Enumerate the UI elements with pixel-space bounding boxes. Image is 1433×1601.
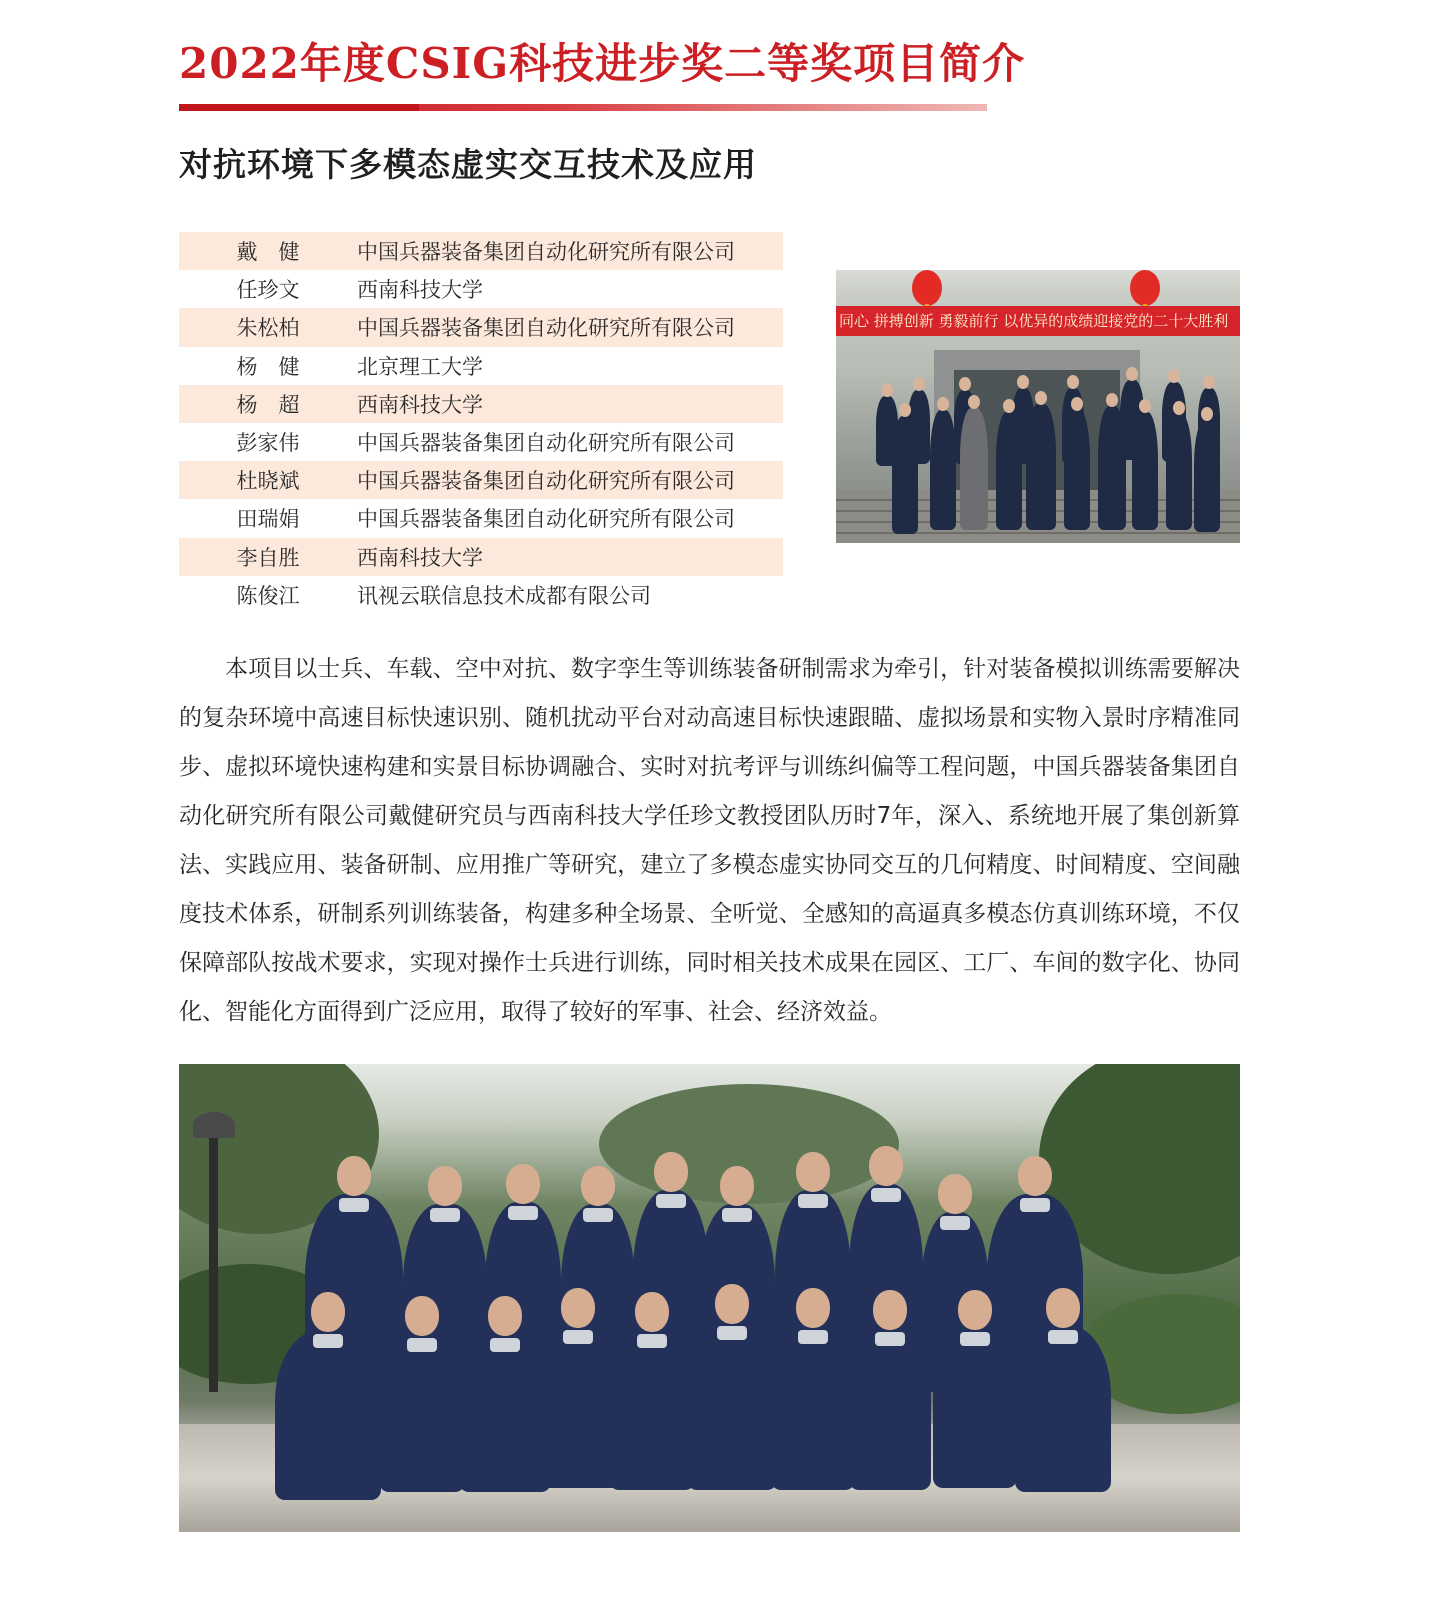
member-row [179,308,783,346]
member-row [179,423,783,461]
person-crouching [849,1328,931,1490]
member-row [179,232,783,270]
person-crouching [609,1330,695,1490]
member-org: 北京理工大学 [357,354,483,379]
member-name: 杨 超 [236,392,300,417]
member-org: 西南科技大学 [357,392,483,417]
member-row [179,347,783,385]
person-figure [930,410,956,530]
person-figure [1098,406,1126,530]
member-name: 杨 健 [236,354,300,379]
page-title: 2022年度CSIG科技进步奖二等奖项目简介 [179,39,1026,88]
project-description: 本项目以士兵、车载、空中对抗、数字孪生等训练装备研制需求为牵引，针对装备模拟训练需要解决的复杂环境中高速目标快速识别、随机扰动平台对动高速目标快速跟瞄、虚拟场景和实物入景时序精准同步、虚拟环境快速构建和实景目标协调融合、实时对抗考评与训练纠偏等工程问题，中国兵器装备集团自动化研究所有限公司戴健研究员与西南科技大学任珍文教授团队历时7年，深入、系统地开展了集创新算法、实践应用、装备研制、应用推广等研究，建立了多模态虚实协同交互的几何精度、时间精度、空间融度技术体系，研制系列训练装备，构建多种全场景、全听觉、全感知的高逼真多模态仿真训练环境，不仅保障部队按战术要求，实现对操作士兵进行训练，同时相关技术成果在园区、工厂、车间的数字化、协同化、智能化方面得到广泛应用，取得了较好的军事、社会、经济效益。 [179,656,1240,1025]
member-name: 李自胜 [236,545,300,570]
member-name: 陈俊江 [236,583,300,608]
member-name: 任珍文 [236,278,300,303]
member-org: 西南科技大学 [357,545,483,570]
team-photo-entrance [836,270,1240,543]
member-org: 中国兵器装备集团自动化研究所有限公司 [357,507,735,532]
person-figure [1026,404,1056,530]
person-crouching [1015,1326,1111,1492]
member-list [179,232,783,614]
lantern-left [912,270,942,306]
team-photo-garden [179,1064,1240,1532]
member-org: 中国兵器装备集团自动化研究所有限公司 [357,431,735,456]
member-name: 彭家伟 [236,431,300,456]
person-crouching [379,1334,465,1492]
slogan-banner: 同心 拼搏创新 勇毅前行 以优异的成绩迎接党的二十大胜利 [836,306,1240,336]
person-figure [960,408,988,530]
member-org: 中国兵器装备集团自动化研究所有限公司 [357,316,735,341]
lamp-head [193,1112,235,1138]
person-figure [1064,410,1090,530]
member-org: 中国兵器装备集团自动化研究所有限公司 [357,240,735,265]
member-row [179,385,783,423]
member-row [179,461,783,499]
member-name: 戴 健 [236,240,300,265]
member-row [179,270,783,308]
person-figure [1166,414,1192,530]
person-crouching [771,1326,855,1490]
member-row [179,499,783,537]
member-org: 西南科技大学 [357,278,483,303]
lantern-right [1130,270,1160,306]
person-crouching [275,1330,381,1500]
person-figure [1194,420,1220,532]
member-row [179,538,783,576]
project-title: 对抗环境下多模态虚实交互技术及应用 [179,145,757,184]
member-name: 田瑞娟 [236,507,300,532]
person-figure [892,416,918,534]
member-org: 中国兵器装备集团自动化研究所有限公司 [357,469,735,494]
member-row [179,576,783,614]
person-crouching [933,1328,1017,1488]
title-underline [179,104,987,111]
person-figure [996,412,1022,530]
member-name: 朱松柏 [236,316,300,341]
person-crouching [687,1322,777,1490]
member-name: 杜晓斌 [236,469,300,494]
lamp-post [209,1112,218,1392]
person-figure [1132,412,1158,530]
member-org: 讯视云联信息技术成都有限公司 [357,583,651,608]
